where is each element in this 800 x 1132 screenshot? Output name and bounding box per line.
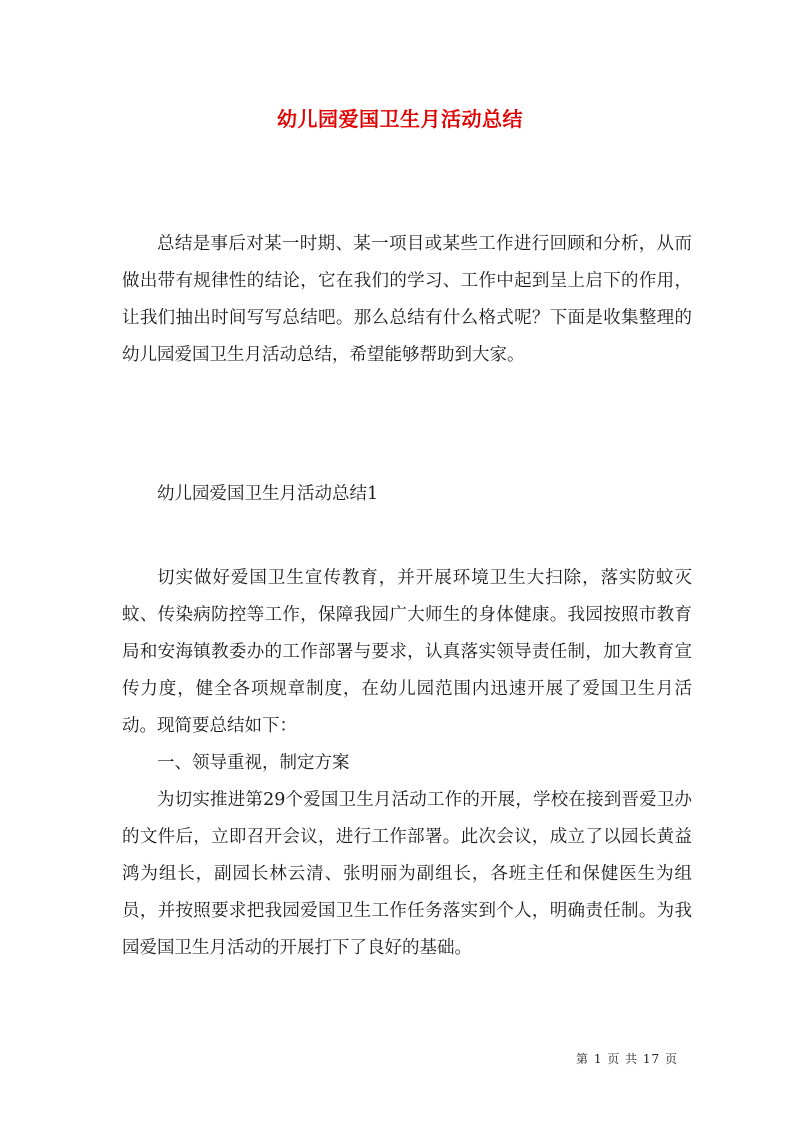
body-paragraph: 切实做好爱国卫生宣传教育，并开展环境卫生大扫除，落实防蚊灭蚊、传染病防控等工作，保障我园广大师生的身体健康。我园按照市教育局和安海镇教委办的工作部署与要求，认真落实领导责任制，加大教育宣传力度，健全各项规章制度，在幼儿园范围内迅速开展了爱国卫生月活动。现简要总结如下： xyxy=(122,568,692,736)
intro-paragraph: 总结是事后对某一时期、某一项目或某些工作进行回顾和分析，从而做出带有规律性的结论，它在我们的学习、工作中起到呈上启下的作用，让我们抽出时间写写总结吧。那么总结有什么格式呢？下面是收集整理的幼儿园爱国卫生月活动总结，希望能够帮助到大家。 xyxy=(122,234,692,365)
section-heading: 幼儿园爱国卫生月活动总结1 xyxy=(157,484,379,504)
subheading-leadership: 一、领导重视，制定方案 xyxy=(157,753,350,773)
section-body xyxy=(122,560,692,967)
body-paragraph: 为切实推进第29个爱国卫生月活动工作的开展，学校在接到晋爱卫办的文件后，立即召开会议，进行工作部署。此次会议，成立了以园长黄益鸿为组长，副园长林云清、张明丽为副组长，各班主任和保健医生为组员，并按照要求把我园爱国卫生工作任务落实到个人，明确责任制。为我园爱国卫生月活动的开展打下了良好的基础。 xyxy=(122,790,692,958)
page-title: 幼儿园爱国卫生月活动总结 xyxy=(277,107,523,131)
page-number-footer: 第 1 页 共 17 页 xyxy=(576,1052,678,1066)
